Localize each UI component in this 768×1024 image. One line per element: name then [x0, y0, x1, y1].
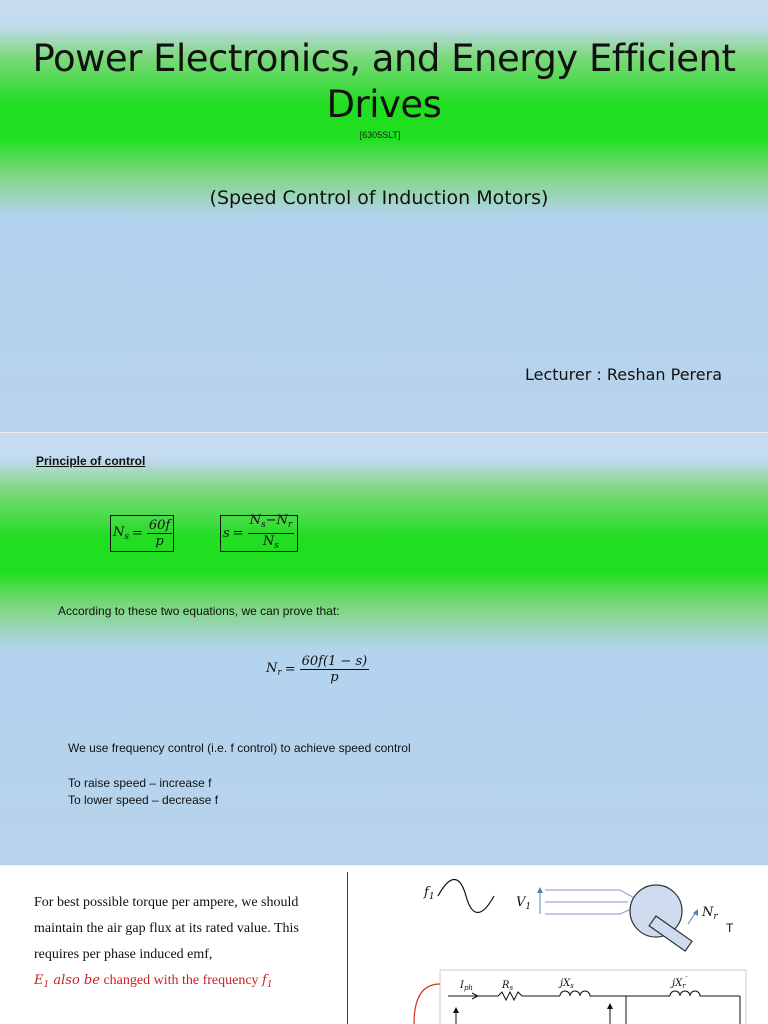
eq2-fraction: $\frac{N_s-N_r}{N_s}$: [249, 513, 293, 551]
svg-text:Rs: $R_s$: [502, 980, 514, 992]
column-divider: [347, 872, 348, 1024]
sine-wave-icon: [438, 880, 494, 913]
explanation-paragraph: For best possible torque per ampere, we should maintain the air gap flux at its rated value. This requires per phase induced emf, $E_1$ also be changed with the frequency $f_1$: [34, 890, 339, 998]
svg-text:Iph: $I_{ph}$: [460, 980, 473, 992]
torque-slide: [0, 866, 768, 1024]
raise-speed-text: To raise speed – increase f: [68, 776, 212, 790]
slide-title: Power Electronics, and Energy Efficient Drives: [32, 37, 736, 126]
frequency-control-text: We use frequency control (i.e. f control) to achieve speed control: [68, 741, 411, 755]
course-code: [6305SLT]: [359, 130, 401, 140]
motor-diagram: [410, 866, 768, 1024]
svg-text:jXr′: $jX_r'$: [672, 975, 688, 990]
lower-speed-text: To lower speed – decrease f: [68, 793, 219, 807]
slide-heading: Principle of control: [36, 454, 146, 468]
eq1-fraction: $\frac{60f}{p}$: [148, 518, 171, 549]
lecturer-name: Lecturer : Reshan Perera: [524, 365, 722, 384]
title-slide: [0, 0, 768, 432]
principle-slide: [0, 433, 768, 865]
intro-text: According to these two equations, we can prove that:: [58, 604, 340, 618]
equation-slip: s = $\frac{N_s-N_r}{N_s}$: [220, 515, 298, 552]
eq2-lhs: s: [223, 526, 230, 541]
svg-text:jXs: $jX_s$: [560, 978, 574, 990]
equation-sync-speed: $N_s$ = $\frac{60f}{p}$: [110, 515, 174, 552]
equation-rotor-speed: $N_r$ = $\frac{60f(1 - s)}{p}$: [266, 654, 368, 685]
eq1-lhs: $N_s$: [113, 525, 129, 542]
emf-condition: $E_1$ also be changed with the frequency $f_1$: [34, 973, 273, 990]
freq-label: $f_1$: [424, 885, 435, 902]
voltage-label: $V_1$: [516, 895, 532, 912]
rotor-speed-label: $N_r$: [702, 905, 718, 922]
equivalent-circuit: [440, 970, 746, 1024]
torque-label: T: [726, 921, 734, 935]
slide-subtitle: (Speed Control of Induction Motors): [209, 187, 549, 209]
